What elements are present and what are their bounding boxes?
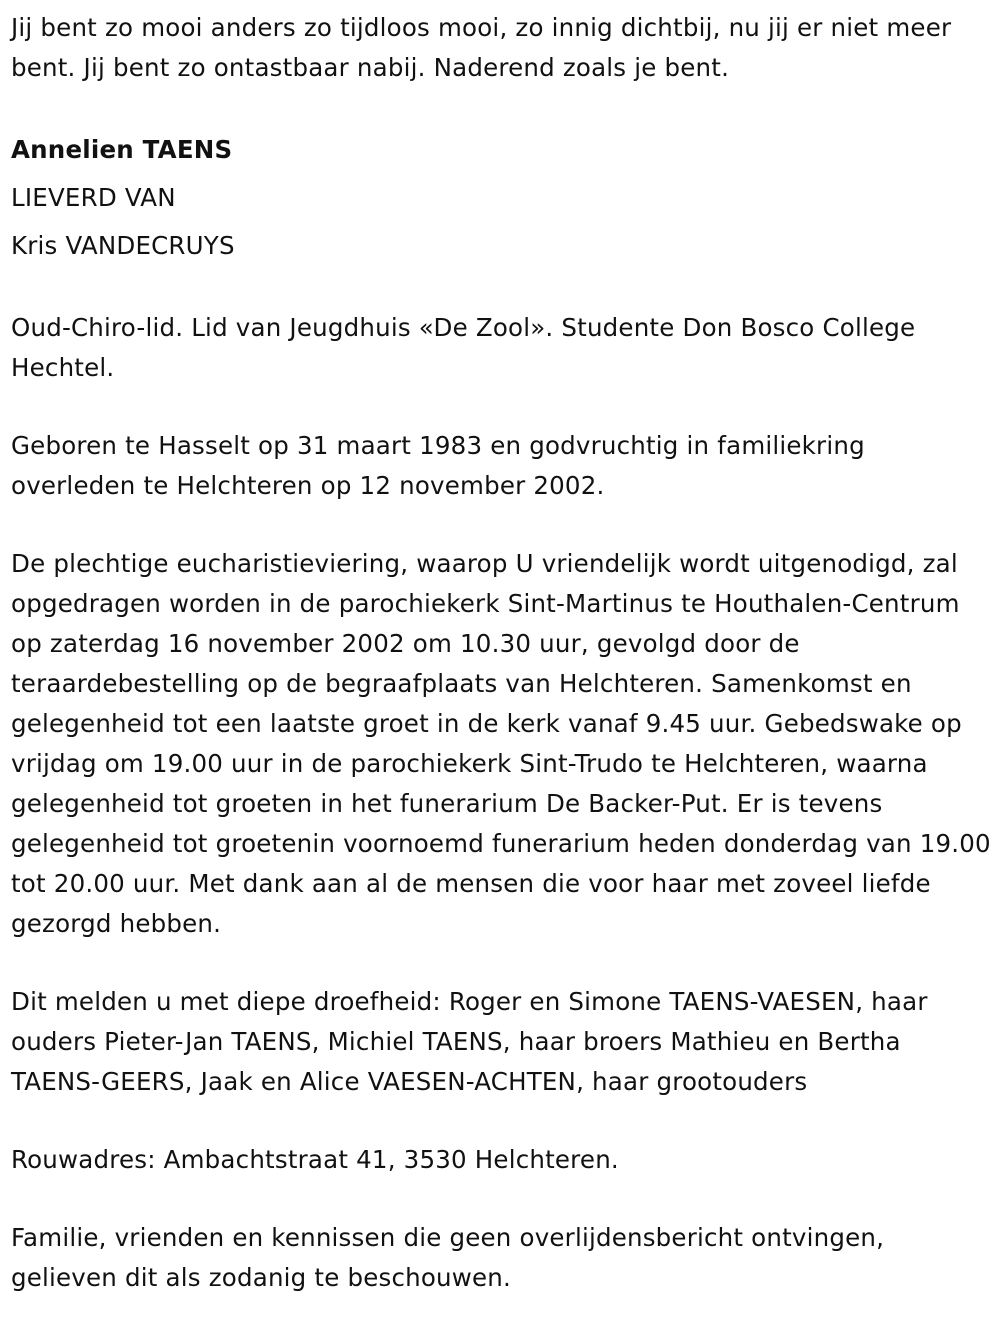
beloved-of-label: LIEVERD VAN <box>11 183 176 212</box>
closing-text: Familie, vrienden en kennissen die geen overlijdensbericht ontvingen, gelieven dit als zodanig te beschouwen. <box>11 1223 885 1292</box>
birth-death-text: Geboren te Hasselt op 31 maart 1983 en godvruchtig in familiekring overleden te Helchteren op 12 november 2002. <box>11 431 865 500</box>
ceremony-text: De plechtige eucharistieviering, waarop U vriendelijk wordt uitgenodigd, zal opgedragen worden in de parochiekerk Sint-Martinus te Houthalen-Centrum op zaterdag 16 november 2002 om 10.30 uur, gevolgd door de teraardebestelling op de begraafplaats van Helchteren. Samenkomst en gelegenheid tot een laatste groet in de kerk vanaf 9.45 uur. Gebedswake op vrijdag om 19.00 uur in de parochiekerk Sint-Trudo te Helchteren, waarna gelegenheid tot groeten in het funerarium De Backer-Put. Er is tevens gelegenheid tot groetenin voornoemd funerarium heden donderdag van 19.00 tot 20.00 uur. Met dank aan al de mensen die voor haar met zoveel liefde gezorgd hebben. <box>11 549 991 938</box>
spacer <box>11 944 991 982</box>
memberships-text: Oud-Chiro-lid. Lid van Jeugdhuis «De Zool». Studente Don Bosco College Hechtel. <box>11 313 916 382</box>
family-text: Dit melden u met diepe droefheid: Roger en Simone TAENS-VAESEN, haar ouders Pieter-Jan TAENS, Michiel TAENS, haar broers Mathieu en Bertha TAENS-GEERS, Jaak en Alice VAESEN-ACHTEN, haar grootouders <box>11 987 928 1096</box>
poem-text: Jij bent zo mooi anders zo tijdloos mooi, zo innig dichtbij, nu jij er niet meer bent. Jij bent zo ontastbaar nabij. Naderend zoals je bent. <box>11 13 952 82</box>
spacer <box>11 388 991 426</box>
spacer <box>11 270 991 308</box>
deceased-name: Annelien TAENS <box>11 135 233 164</box>
spacer <box>11 506 991 544</box>
spacer <box>11 1180 991 1218</box>
address-text: Rouwadres: Ambachtstraat 41, 3530 Helchteren. <box>11 1145 619 1174</box>
spacer <box>11 88 991 126</box>
partner-name: Kris VANDECRUYS <box>11 231 235 260</box>
spacer <box>11 1102 991 1140</box>
obituary-notice <box>11 8 991 1298</box>
